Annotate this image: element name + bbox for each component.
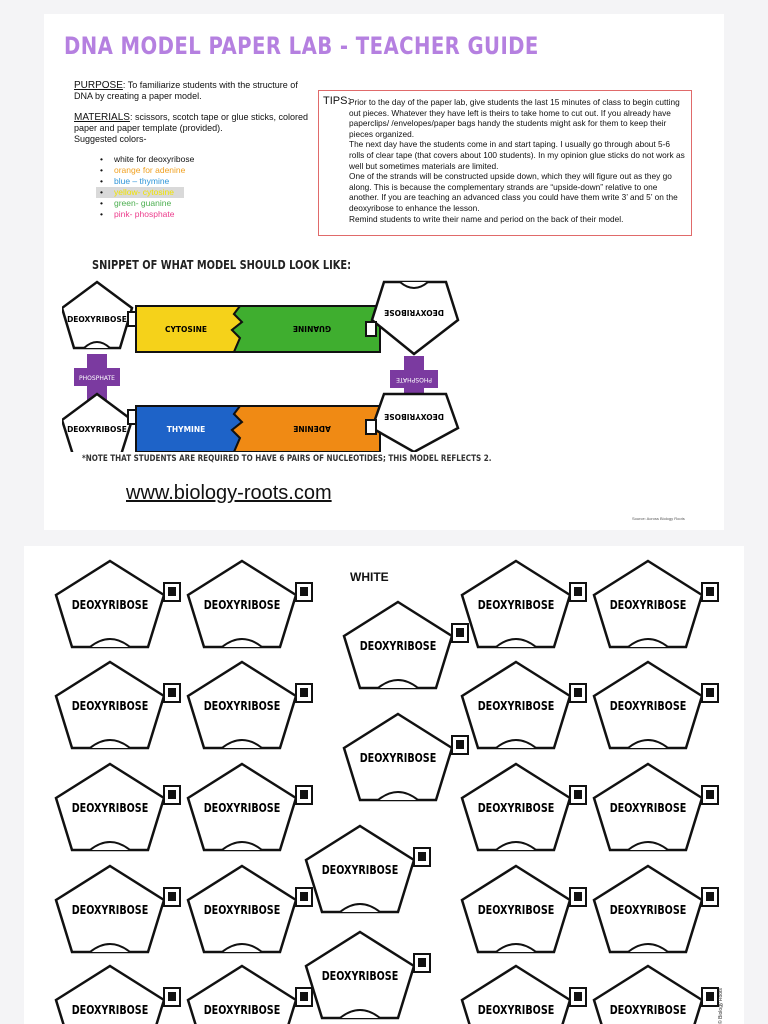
tip-paragraph: Prior to the day of the paper lab, give students the last 15 minutes of class to begin cutting out pieces. Whatever they have left is theirs to take home to cut out. If you already have paperclips/ /envelopes/paper bags handy the students might ask for them to keep their pieces organized.	[349, 97, 680, 139]
deoxyribose-label: DEOXYRIBOSE	[67, 315, 127, 324]
deoxyribose-cutout	[56, 764, 180, 850]
deoxyribose-label: DEOXYRIBOSE	[477, 800, 555, 816]
color-item-adenine: • orange for adenine	[96, 165, 194, 176]
dna-model-diagram	[62, 280, 462, 452]
cytosine-label: CYTOSINE	[164, 325, 208, 334]
phosphate-label: PHOSPHATE	[396, 376, 432, 383]
deoxyribose-label: DEOXYRIBOSE	[71, 800, 149, 816]
deoxyribose-label: DEOXYRIBOSE	[359, 750, 437, 766]
deoxyribose-label: DEOXYRIBOSE	[203, 800, 281, 816]
materials-text: : scissors, scotch tape or glue sticks, colored paper and paper template (provided).	[74, 112, 309, 133]
deoxyribose-cutout	[56, 866, 180, 952]
adenine-label: ADENINE	[293, 424, 331, 433]
deoxyribose-label: DEOXYRIBOSE	[321, 968, 399, 984]
purpose-section	[74, 80, 309, 102]
deoxyribose-cutout	[188, 866, 312, 952]
deoxyribose-label: DEOXYRIBOSE	[67, 425, 127, 434]
color-label: WHITE	[350, 570, 389, 584]
suggested-colors-label: Suggested colors-	[74, 134, 147, 144]
deoxyribose-cutout	[344, 602, 468, 688]
color-item-thymine: • blue – thymine	[96, 176, 194, 187]
deoxyribose-label: DEOXYRIBOSE	[71, 698, 149, 714]
deoxyribose-cutout	[462, 561, 586, 647]
adenine-base	[232, 406, 380, 452]
tips-label: TIPS:	[323, 95, 351, 107]
deoxyribose-label: DEOXYRIBOSE	[609, 597, 687, 613]
purpose-label: PURPOSE	[74, 80, 123, 91]
deoxyribose-label: DEOXYRIBOSE	[609, 800, 687, 816]
deoxyribose-cutout	[594, 866, 718, 952]
deoxyribose-label: DEOXYRIBOSE	[71, 597, 149, 613]
deoxyribose-label: DEOXYRIBOSE	[321, 862, 399, 878]
deoxyribose-cutout	[462, 866, 586, 952]
deoxyribose-cutouts	[24, 546, 744, 1024]
deoxyribose-label: DEOXYRIBOSE	[384, 308, 444, 317]
deoxyribose-cutout	[594, 966, 718, 1024]
deoxyribose-label: DEOXYRIBOSE	[203, 597, 281, 613]
tip-paragraph: The next day have the students come in and start taping. I usually go through about 5-6 rolls of clear tape (that covers about 100 students). In my opinion glue sticks do not work as well but sometimes materials are limited.	[349, 139, 685, 171]
deoxyribose-label: DEOXYRIBOSE	[71, 1002, 149, 1018]
deoxyribose-cutout	[56, 966, 180, 1024]
deoxyribose-cutout	[594, 662, 718, 748]
color-item-cytosine: • yellow- cytosine	[96, 187, 184, 198]
deoxyribose-shape	[62, 394, 138, 452]
deoxyribose-cutout	[188, 966, 312, 1024]
deoxyribose-label: DEOXYRIBOSE	[609, 902, 687, 918]
deoxyribose-cutout	[594, 561, 718, 647]
snippet-title: SNIPPET OF WHAT MODEL SHOULD LOOK LIKE:	[92, 258, 352, 272]
deoxyribose-cutout	[188, 662, 312, 748]
tip-paragraph: One of the strands will be constructed upside down, which they will figure out as they go along. This is because the complementary strands are “upside-down” relative to one another. If you are teaching an advanced class you could have them write 3’ and 5’ on the deoxyribose to enhance the lesson.	[349, 171, 678, 213]
deoxyribose-label: DEOXYRIBOSE	[609, 698, 687, 714]
suggested-colors-list	[96, 154, 194, 220]
deoxyribose-cutout	[56, 561, 180, 647]
deoxyribose-label: DEOXYRIBOSE	[384, 412, 444, 421]
tip-paragraph: Remind students to write their name and period on the back of their model.	[349, 213, 624, 224]
purpose-text: : To familiarize students with the structure of DNA by creating a paper model.	[74, 80, 298, 101]
deoxyribose-cutout	[188, 561, 312, 647]
deoxyribose-label: DEOXYRIBOSE	[203, 902, 281, 918]
page-title: DNA MODEL PAPER LAB - TEACHER GUIDE	[64, 32, 539, 60]
deoxyribose-shape	[62, 282, 138, 348]
deoxyribose-cutout	[594, 764, 718, 850]
guanine-base	[232, 306, 380, 352]
deoxyribose-cutout	[462, 764, 586, 850]
color-item-deoxyribose: • white for deoxyribose	[96, 154, 194, 165]
deoxyribose-cutout	[462, 966, 586, 1024]
deoxyribose-label: DEOXYRIBOSE	[477, 1002, 555, 1018]
tips-box	[318, 90, 692, 236]
deoxyribose-label: DEOXYRIBOSE	[609, 1002, 687, 1018]
deoxyribose-cutout	[306, 932, 430, 1018]
deoxyribose-label: DEOXYRIBOSE	[203, 698, 281, 714]
materials-section	[74, 112, 314, 145]
deoxyribose-cutout	[306, 826, 430, 912]
guanine-label: GUANINE	[292, 324, 332, 333]
deoxyribose-label: DEOXYRIBOSE	[477, 902, 555, 918]
note-text: *NOTE THAT STUDENTS ARE REQUIRED TO HAVE 6 PAIRS OF NUCLEOTIDES; THIS MODEL REFLECTS 2.	[82, 454, 492, 464]
cytosine-base	[136, 306, 242, 352]
deoxyribose-label: DEOXYRIBOSE	[71, 902, 149, 918]
thymine-label: THYMINE	[166, 425, 206, 434]
deoxyribose-label: DEOXYRIBOSE	[359, 638, 437, 654]
website-link[interactable]: www.biology-roots.com	[126, 482, 332, 504]
deoxyribose-cutout	[462, 662, 586, 748]
deoxyribose-template-page	[24, 546, 744, 1024]
deoxyribose-cutout	[188, 764, 312, 850]
phosphate-label: PHOSPHATE	[79, 375, 115, 382]
deoxyribose-label: DEOXYRIBOSE	[477, 597, 555, 613]
credit-text: © Biology Roots	[718, 988, 724, 1024]
teacher-guide-page	[44, 14, 724, 530]
deoxyribose-label: DEOXYRIBOSE	[203, 1002, 281, 1018]
materials-label: MATERIALS	[74, 112, 130, 123]
color-item-phosphate: • pink- phosphate	[96, 209, 194, 220]
deoxyribose-label: DEOXYRIBOSE	[477, 698, 555, 714]
deoxyribose-cutout	[344, 714, 468, 800]
thymine-base	[136, 406, 242, 452]
credit-text: Source: Across Biology Roots	[632, 516, 685, 521]
color-item-guanine: • green- guanine	[96, 198, 194, 209]
deoxyribose-cutout	[56, 662, 180, 748]
